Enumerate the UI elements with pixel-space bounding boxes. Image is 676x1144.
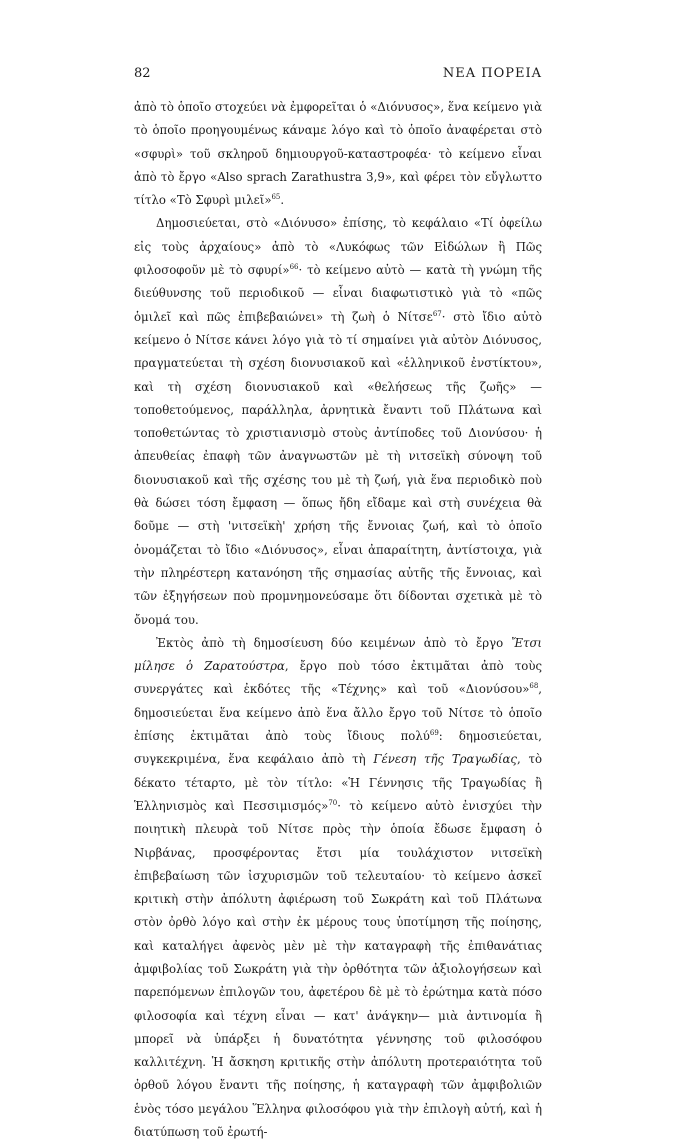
paragraph-text: Ἐκτὸς ἀπὸ τὴ δημοσίευση δύο κειμένων ἀπὸ τὸ ἔργο bbox=[156, 635, 512, 650]
footnote-ref: 70 bbox=[328, 799, 338, 808]
paragraph bbox=[134, 96, 542, 212]
running-head bbox=[134, 66, 542, 82]
paragraph-text: , δημοσιεύεται ἕνα κείμενο ἀπὸ ἕνα ἄλλο ἔργο τοῦ Νίτσε τὸ ὁποῖο ἐπίσης ἐκτιμᾶται ἀπὸ τοὺς ἴδιους πολύ bbox=[134, 682, 542, 744]
book-title: Γένεση τῆς Τραγωδίας bbox=[373, 752, 517, 767]
page-number: 82 bbox=[134, 66, 151, 81]
paragraph-text: · στὸ ἴδιο αὐτὸ κείμενο ὁ Νίτσε κάνει λόγο γιὰ τὸ τί σημαίνει γιὰ αὐτὸν Διόνυσος, πραγματεύεται τὴ σχέση διονυσιακοῦ καὶ «ἑλληνικοῦ ἐνστίκτου», καὶ τὴ σχέση διονυσιακοῦ καὶ «θελήσεως τῆς ζωῆς» — τοποθετούμενος, παράλληλα, ἀρνητικὰ ἔναντι τοῦ Πλάτωνα καὶ τοποθετώντας τὸ χριστιανισμὸ στοὺς ἀντίποδες τοῦ Διονύσου· ἡ ἀπευθείας ἐπαφὴ τῶν ἀναγνωστῶν μὲ τὴ νιτσεϊκὴ σύνοψη τοῦ διονυσιακοῦ καὶ τῆς σχέσης του μὲ τὴ ζωή, γιὰ ἕνα περιοδικὸ ποὺ θὰ δώσει τόση ἔμφαση — ὅπως ἤδη εἴδαμε καὶ στὴ συνέχεια θὰ δοῦμε — στὴ 'νιτσεϊκὴ' χρήση τῆς ἔννοιας ζωή, καὶ τὸ ὁποῖο ὀνομάζεται τὸ ἴδιο «Διόνυσος», εἶναι ἀπαραίτητη, ἀντίστοιχα, γιὰ τὴν πληρέστερη κατανόηση τῆς σημασίας αὐτῆς τῆς ἔννοιας, καὶ τῶν ἐξηγήσεων ποὺ προμνημονεύσαμε ὅτι δίδονται σχετικὰ μὲ τὸ ὄνομά του. bbox=[134, 309, 542, 627]
paragraph-text: · τὸ κείμενο αὐτὸ — κατὰ τὴ γνώμη τῆς διεύθυνσης τοῦ περιοδικοῦ — εἶναι διαφωτιστικὸ γιὰ τὸ «πῶς ὁμιλεῖ καὶ πῶς ἐπιβεβαιώνει» τὴ ζωὴ ὁ Νίτσε bbox=[134, 263, 542, 324]
paragraph-text: Δημοσιεύεται, στὸ «Διόνυσο» ἐπίσης, τὸ κεφάλαιο «Τί ὀφείλω εἰς τοὺς ἀρχαίους» ἀπὸ τὸ «Λυκόφως τῶν Εἰδώλων ἢ Πῶς φιλοσοφοῦν μὲ τὸ σφυρί» bbox=[134, 216, 542, 278]
paragraph bbox=[134, 212, 542, 631]
book-title: Ἔτσι μίλησε ὁ Ζαρατούστρα bbox=[134, 635, 542, 674]
footnote-ref: 67 bbox=[432, 309, 442, 318]
journal-title: ΝΕΑ ΠΟΡΕΙΑ bbox=[442, 66, 542, 81]
paragraph-text: , τὸ δέκατο τέταρτο, μὲ τὸν τίτλο: «Ἡ Γέννησις τῆς Τραγωδίας ἢ Ἑλληνισμὸς καὶ Πεσσιμισμός» bbox=[134, 752, 542, 813]
paragraph bbox=[134, 632, 542, 1144]
paragraph-text: : δημοσιεύεται, συγκεκριμένα, ἕνα κεφάλαιο ἀπὸ τὴ bbox=[134, 729, 542, 767]
footnote-ref: 65 bbox=[271, 193, 281, 202]
footnote-ref: 69 bbox=[429, 729, 439, 738]
paragraph-text: ἀπὸ τὸ ὁποῖο στοχεύει νὰ ἐμφορεῖται ὁ «Διόνυσος», ἕνα κείμενο γιὰ τὸ ὁποῖο προηγουμένως κάναμε λόγο καὶ τὸ ὁποῖο ἀναφέρεται στὸ «σφυρὶ» τοῦ σκληροῦ δημιουργοῦ-καταστροφέα· τὸ κείμενο εἶναι ἀπὸ τὸ ἔργο «Also sprach Zarathustra 3,9», καὶ φέρει τὸν εὔγλωττο τίτλο «Τὸ Σφυρὶ μιλεῖ» bbox=[134, 100, 542, 208]
footnote-ref: 68 bbox=[529, 682, 539, 691]
paragraph-text: . bbox=[280, 193, 285, 208]
paragraph-text: · τὸ κείμενο αὐτὸ ἐνισχύει τὴν ποιητικὴ πλευρὰ τοῦ Νίτσε πρὸς τὴν ὁποία ἔδωσε ἔμφαση ὁ Νιρβάνας, προσφέροντας ἔτσι μία τουλάχιστον νιτσεϊκὴ ἐπιβεβαίωση τῶν ἰσχυρισμῶν τοῦ τελευταίου· τὸ κείμενο ἀσκεῖ κριτικὴ στὴν ἀπόλυτη ἀφιέρωση τοῦ Σωκράτη καὶ τοῦ Πλάτωνα στὸν ὀρθὸ λόγο καὶ στὴν ἐκ μέρους τους ὑποτίμηση τῆς ποίησης, καὶ καταλήγει ἀφενὸς μὲν μὲ τὴν καταγραφὴ τῆς ἐπιθανάτιας ἀμφιβολίας τοῦ Σωκράτη γιὰ τὴν ὀρθότητα τῶν ἀξιολογήσεων καὶ παρεπόμενων ἐπιλογῶν του, ἀφετέρου δὲ μὲ τὸ ἐρώτημα κατὰ πόσο φιλοσοφία καὶ τέχνη εἶναι — κατ' ἀνάγκην— μιὰ ἀντινομία ἢ μπορεῖ νὰ ὑπάρξει ἡ δυνατότητα γέννησης τοῦ φιλοσόφου καλλιτέχνη. Ἡ ἄσκηση κριτικῆς στὴν ἀπόλυτη προτεραιότητα τοῦ ὀρθοῦ λόγου ἔναντι τῆς ποίησης, ἡ καταγραφὴ τῶν ἀμφιβολιῶν ἑνὸς τόσο μεγάλου Ἕλληνα φιλοσόφου γιὰ τὴν ἐπιλογὴ αὐτή, καὶ ἡ διατύπωση τοῦ ἐρωτή- bbox=[134, 798, 542, 1140]
paragraph-text: , ἔργο ποὺ τόσο ἐκτιμᾶται ἀπὸ τοὺς συνεργάτες καὶ ἐκδότες τῆς «Τέχνης» καὶ τοῦ «Διονύσου» bbox=[134, 659, 542, 697]
footnote-ref: 66 bbox=[289, 263, 299, 272]
body-text bbox=[134, 96, 542, 1144]
